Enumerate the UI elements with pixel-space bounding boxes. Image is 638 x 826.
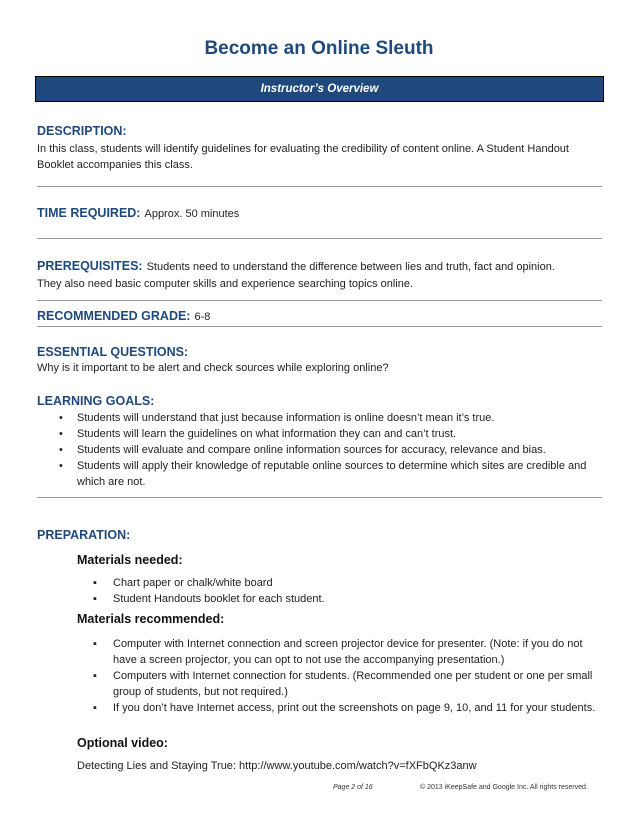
materials-recommended-heading: Materials recommended: [77, 612, 225, 626]
prerequisites-heading: PREREQUISITES: [37, 259, 143, 273]
goals-heading: LEARNING GOALS: [37, 394, 155, 408]
list-item: • Students will evaluate and compare online information sources for accuracy, relevance and bias. [37, 442, 597, 458]
optional-video-heading: Optional video: [77, 736, 168, 750]
preparation-heading: PREPARATION: [37, 528, 131, 542]
list-item: ▪ Student Handouts booklet for each student. [77, 591, 602, 607]
page-title: Become an Online Sleuth [204, 38, 434, 59]
list-item: ▪ Chart paper or chalk/white board [77, 575, 602, 591]
divider [37, 326, 602, 327]
divider [37, 238, 602, 239]
goals-list [37, 410, 597, 490]
list-item: ▪ If you don’t have Internet access, print out the screenshots on page 9, 10, and 11 for your students. [77, 700, 602, 716]
video-link[interactable]: Detecting Lies and Staying True: http://www.youtube.com/watch?v=fXFbQKz3anw [77, 760, 477, 772]
description-heading: DESCRIPTION: [37, 124, 127, 138]
page-number: Page 2 of 16 [333, 784, 373, 791]
list-item: • Students will apply their knowledge of reputable online sources to determine which sites are credible and which are not. [37, 458, 597, 490]
instructor-overview-banner: Instructor’s Overview [35, 76, 604, 102]
divider [37, 186, 602, 187]
copyright: © 2013 iKeepSafe and Google Inc. All rights reserved. [420, 784, 588, 791]
essential-heading: ESSENTIAL QUESTIONS: [37, 345, 189, 359]
divider [37, 300, 602, 301]
grade-heading: RECOMMENDED GRADE: [37, 309, 191, 323]
list-item: • Students will learn the guidelines on what information they can and can’t trust. [37, 426, 597, 442]
list-item: ▪ Computer with Internet connection and screen projector device for presenter. (Note: if you do not have a screen projector, you can opt to not use the accompanying presentation.) [77, 636, 602, 668]
prerequisites-text-2: They also need basic computer skills and experience searching topics online. [37, 278, 414, 290]
time-heading: TIME REQUIRED: [37, 206, 141, 220]
list-item: • Students will understand that just because information is online doesn’t mean it’s true. [37, 410, 597, 426]
prerequisites [37, 259, 555, 273]
recommended-grade [37, 309, 210, 323]
materials-needed-list [77, 575, 602, 607]
grade-value: 6-8 [194, 311, 211, 323]
time-required [37, 206, 239, 220]
list-item: ▪ Computers with Internet connection for students. (Recommended one per student or one per small group of students, but not required.) [77, 668, 602, 700]
time-value: Approx. 50 minutes [144, 208, 240, 220]
materials-recommended-list [77, 636, 602, 716]
divider [37, 497, 602, 498]
essential-text: Why is it important to be alert and check sources while exploring online? [37, 362, 389, 374]
prerequisites-text: Students need to understand the difference between lies and truth, fact and opinion. [146, 261, 555, 273]
materials-needed-heading: Materials needed: [77, 553, 183, 567]
description-text: In this class, students will identify guidelines for evaluating the credibility of content online. A Student Handout Booklet accompanies this class. [37, 143, 569, 171]
